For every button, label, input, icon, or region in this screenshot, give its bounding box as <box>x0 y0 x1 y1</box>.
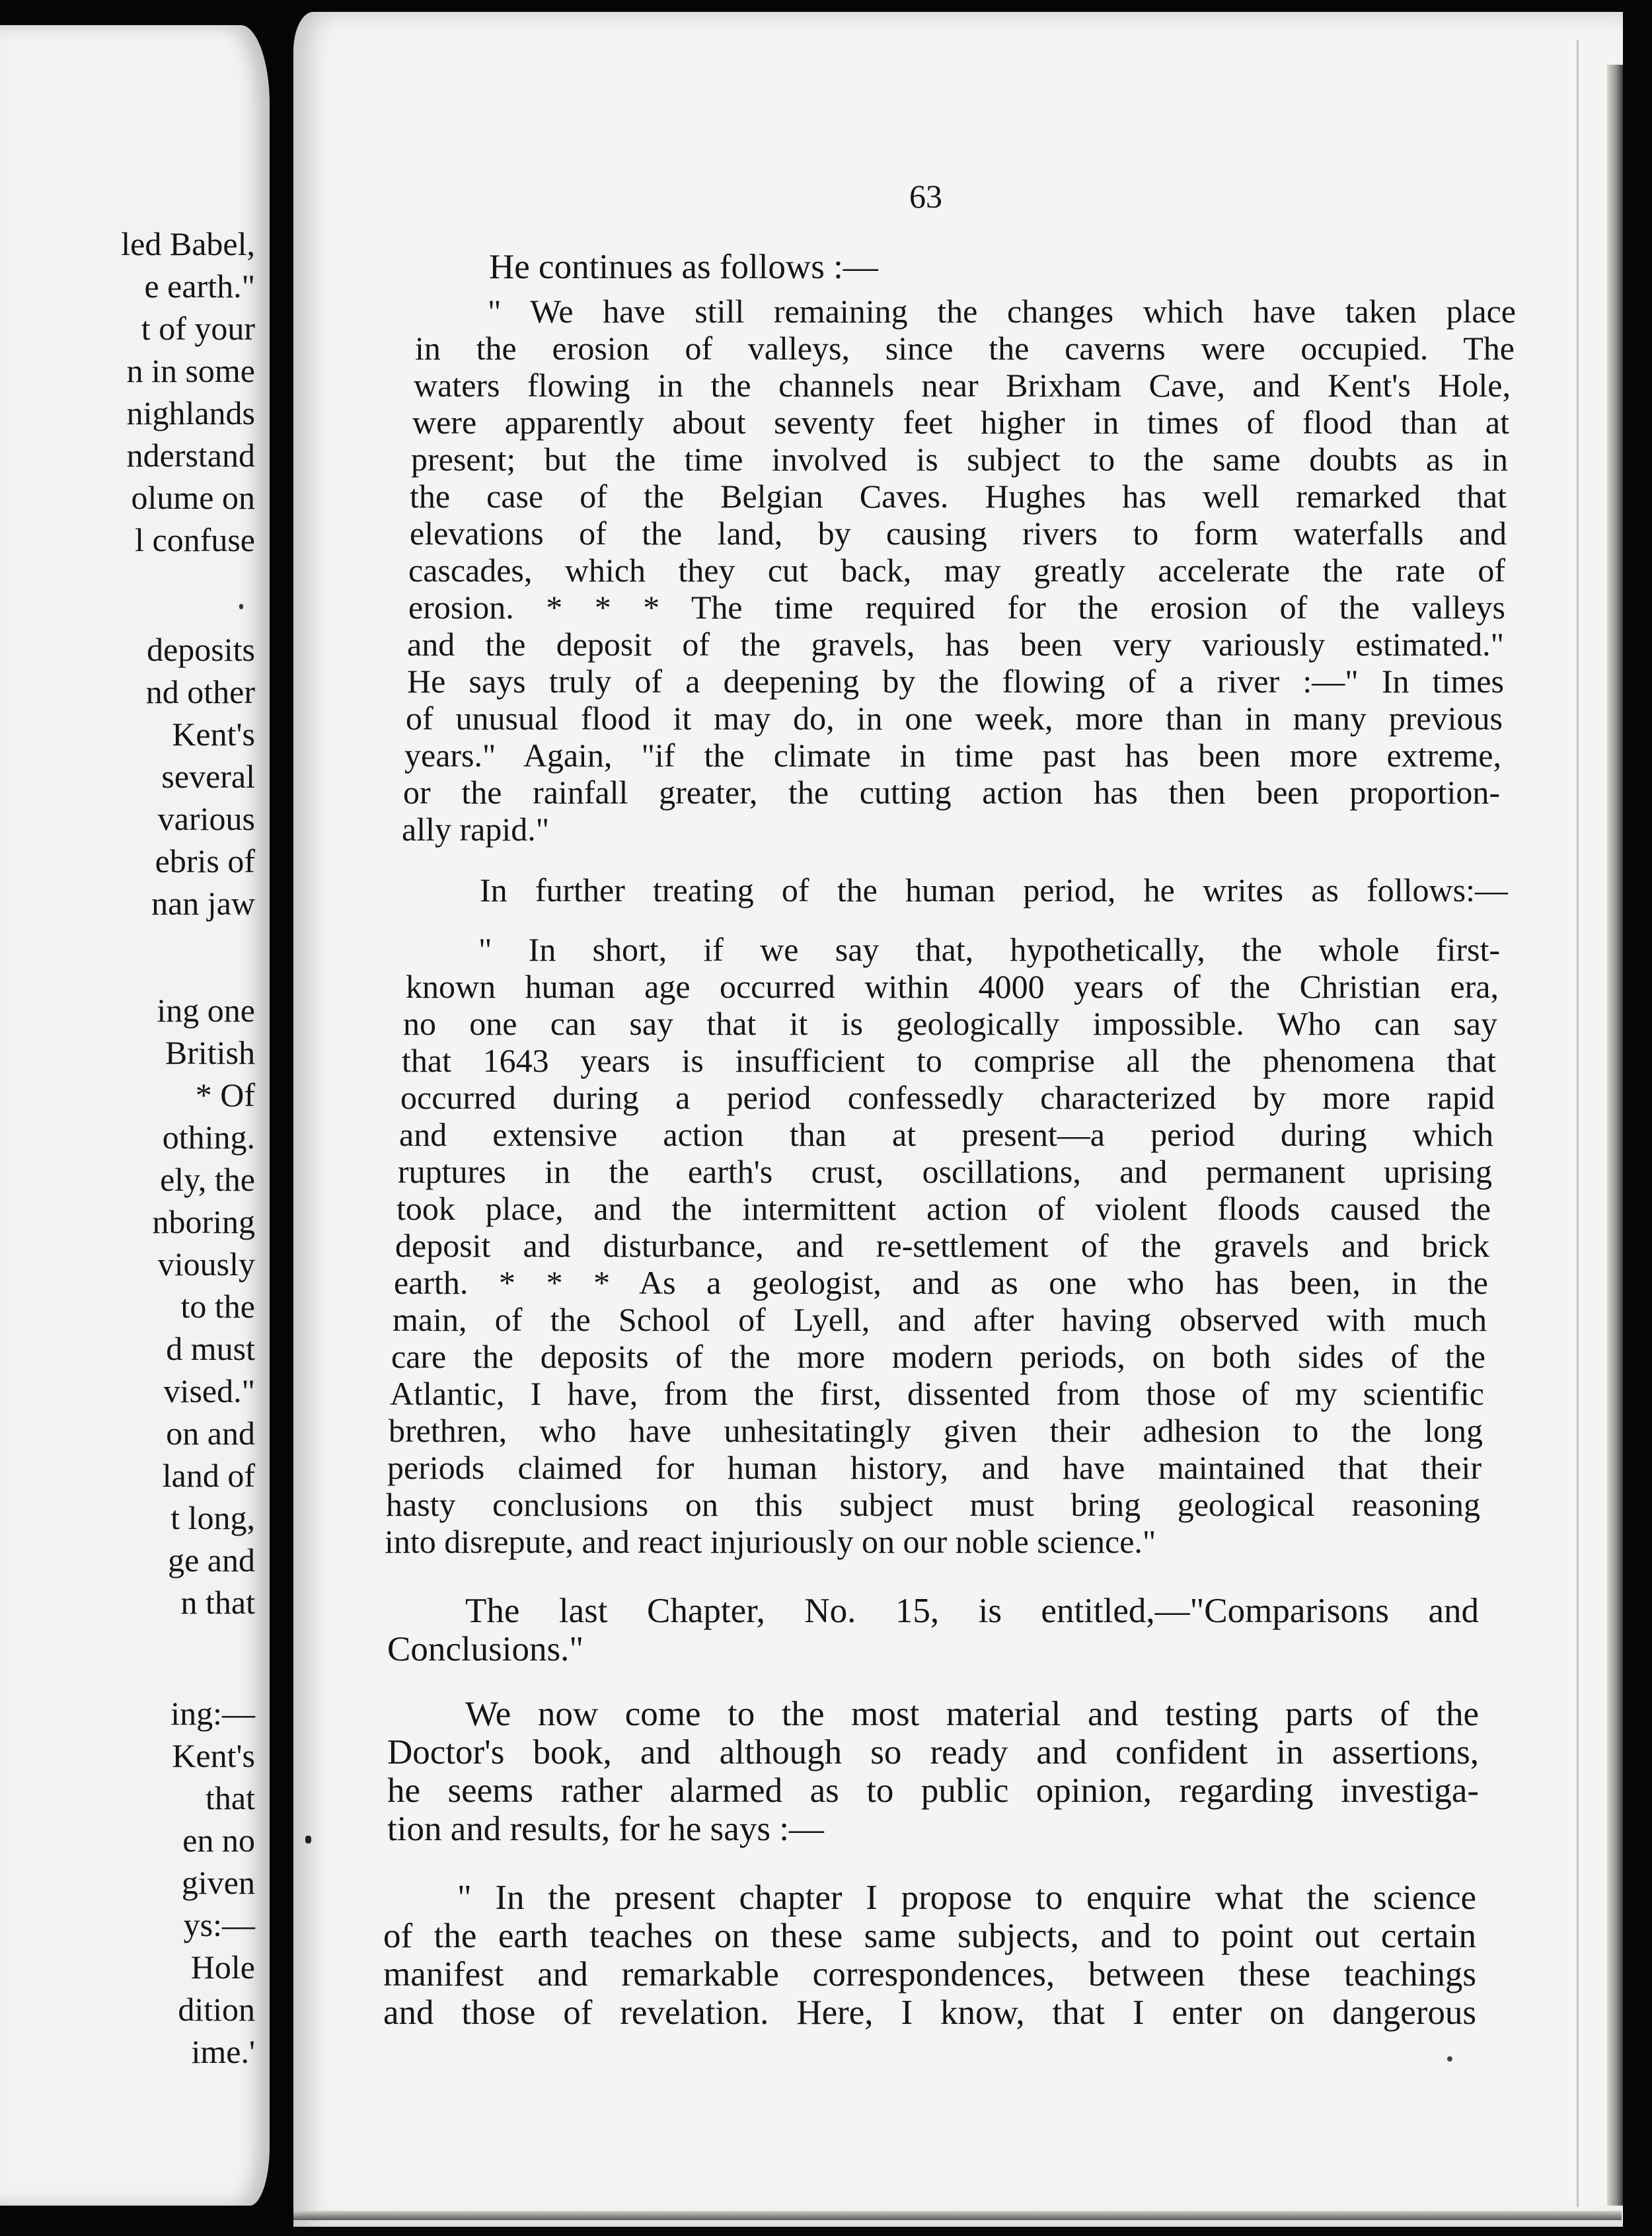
text-line: were apparently about seventy feet higher in times of flood than at <box>412 404 1509 441</box>
text-line: manifest and remarkable correspondences, between these teachings <box>383 1955 1476 1994</box>
left-page-line: d must <box>166 1330 255 1367</box>
left-page-line: nderstand <box>126 437 255 474</box>
page-bottom-edge <box>293 2211 1622 2220</box>
left-page-line: land of <box>162 1457 255 1494</box>
left-page-line: ys:— <box>183 1906 255 1943</box>
text-line: into disrepute, and react injuriously on our noble science." <box>385 1523 1156 1560</box>
page-edge <box>1607 65 1623 2206</box>
text-line: brethren, who have unhesitatingly given their adhesion to the long <box>389 1412 1483 1449</box>
left-page-line: n in some <box>126 352 255 389</box>
text-line: that 1643 years is insufficient to comprise all the phenomena that <box>402 1042 1496 1079</box>
left-page-line: British <box>165 1034 255 1071</box>
left-page <box>0 25 270 2206</box>
left-page-line: * Of <box>195 1076 255 1113</box>
text-line: care the deposits of the more modern periods, on both sides of the <box>391 1338 1485 1375</box>
ink-speck <box>305 1836 311 1844</box>
text-line: occurred during a period confessedly characterized by more rapid <box>400 1079 1495 1116</box>
text-line: ruptures in the earth's crust, oscillations, and permanent uprising <box>398 1153 1492 1190</box>
text-line: took place, and the intermittent action of violent floods caused the <box>396 1190 1491 1227</box>
text-line: years." Again, "if the climate in time past has been more extreme, <box>404 737 1501 774</box>
left-page-line: n that <box>180 1584 255 1621</box>
left-page-line: othing. <box>162 1119 255 1156</box>
text-line: and those of revelation. Here, I know, that I enter on dangerous <box>383 1994 1476 2032</box>
text-line: the case of the Belgian Caves. Hughes has well remarked that <box>410 478 1507 515</box>
left-page-line: nan jaw <box>151 885 255 922</box>
left-page-line: led Babel, <box>121 225 255 262</box>
left-page-line: t long, <box>170 1499 255 1536</box>
left-page-line: t of your <box>141 310 255 347</box>
page-number: 63 <box>909 178 942 215</box>
left-page-line: olume on <box>131 479 255 516</box>
text-line: no one can say that it is geologically impossible. Who can say <box>403 1005 1497 1042</box>
text-line: The last Chapter, No. 15, is entitled,—"Comparisons and <box>465 1592 1479 1630</box>
text-line: He continues as follows :— <box>489 248 878 286</box>
left-page-line: various <box>157 800 255 837</box>
text-line: We now come to the most material and testing parts of the <box>465 1695 1479 1733</box>
left-page-line: Kent's <box>172 1737 255 1774</box>
text-line: main, of the School of Lyell, and after having observed with much <box>393 1301 1487 1338</box>
left-page-line: on and <box>166 1415 255 1452</box>
text-line: " In short, if we say that, hypothetically, the whole first- <box>478 931 1500 968</box>
text-line: in the erosion of valleys, since the caverns were occupied. The <box>415 330 1515 367</box>
text-line: waters flowing in the channels near Brixham Cave, and Kent's Hole, <box>414 367 1511 404</box>
left-page-line: Hole <box>190 1949 255 1986</box>
left-page-line: to the <box>180 1288 255 1325</box>
text-line: present; but the time involved is subject to the same doubts as in <box>411 441 1508 478</box>
page-fold-line <box>1577 40 1579 2207</box>
text-line: In further treating of the human period, he writes as follows:— <box>480 872 1508 909</box>
text-line: Doctor's book, and although so ready and confident in assertions, <box>387 1733 1479 1771</box>
left-page-line: nd other <box>145 673 255 710</box>
text-line: " In the present chapter I propose to enquire what the science <box>457 1879 1476 1917</box>
left-page-line: ing:— <box>170 1695 255 1732</box>
left-page-line: deposits <box>147 631 255 668</box>
left-page-line: that <box>206 1779 255 1816</box>
left-page-line: viously <box>157 1246 255 1283</box>
left-page-line: given <box>181 1864 255 1901</box>
text-line: ally rapid." <box>402 811 550 848</box>
left-page-line: ime.' <box>191 2033 255 2070</box>
text-line: Conclusions." <box>387 1630 583 1668</box>
left-page-line: nboring <box>152 1203 255 1240</box>
text-line: elevations of the land, by causing rivers to form waterfalls and <box>410 515 1507 552</box>
left-page-line: l confuse <box>135 521 255 558</box>
book-gutter <box>270 0 293 2236</box>
text-line: cascades, which they cut back, may greatly accelerate the rate of <box>408 552 1505 589</box>
left-page-line: several <box>161 758 255 795</box>
text-line: deposit and disturbance, and re-settlement of the gravels and brick <box>395 1227 1489 1264</box>
left-page-line: ing one <box>157 992 255 1029</box>
text-line: He says truly of a deepening by the flowing of a river :—" In times <box>407 663 1504 700</box>
left-page-line: vised." <box>163 1372 255 1409</box>
ink-speck <box>239 604 243 609</box>
text-line: " We have still remaining the changes which have taken place <box>488 293 1516 330</box>
text-line: tion and results, for he says :— <box>387 1810 824 1848</box>
text-line: or the rainfall greater, the cutting action has then been proportion- <box>403 774 1500 811</box>
left-page-line: nighlands <box>126 394 255 431</box>
text-line: and the deposit of the gravels, has been very variously estimated." <box>407 626 1504 663</box>
left-page-line: Kent's <box>172 716 255 753</box>
left-page-line: ely, the <box>160 1161 255 1198</box>
text-line: hasty conclusions on this subject must bring geological reasoning <box>386 1486 1480 1523</box>
left-page-line: e earth." <box>144 268 255 305</box>
text-line: of the earth teaches on these same subjects, and to point out certain <box>383 1917 1476 1955</box>
left-page-line: ge and <box>168 1542 255 1579</box>
text-line: periods claimed for human history, and have maintained that their <box>387 1449 1482 1486</box>
left-page-line: ebris of <box>155 842 255 879</box>
text-line: erosion. * * * The time required for the erosion of the valleys <box>408 589 1505 626</box>
text-line: known human age occurred within 4000 years of the Christian era, <box>406 968 1499 1005</box>
left-page-line: en no <box>182 1822 255 1859</box>
text-line: of unusual flood it may do, in one week, more than in many previous <box>406 700 1503 737</box>
text-line: and extensive action than at present—a period during which <box>399 1116 1493 1153</box>
left-page-line: dition <box>178 1991 255 2028</box>
text-line: he seems rather alarmed as to public opinion, regarding investiga- <box>387 1771 1479 1810</box>
text-line: Atlantic, I have, from the first, dissented from those of my scientific <box>390 1375 1484 1412</box>
text-line: earth. * * * As a geologist, and as one who has been, in the <box>394 1264 1488 1301</box>
ink-speck <box>1447 2056 1452 2062</box>
